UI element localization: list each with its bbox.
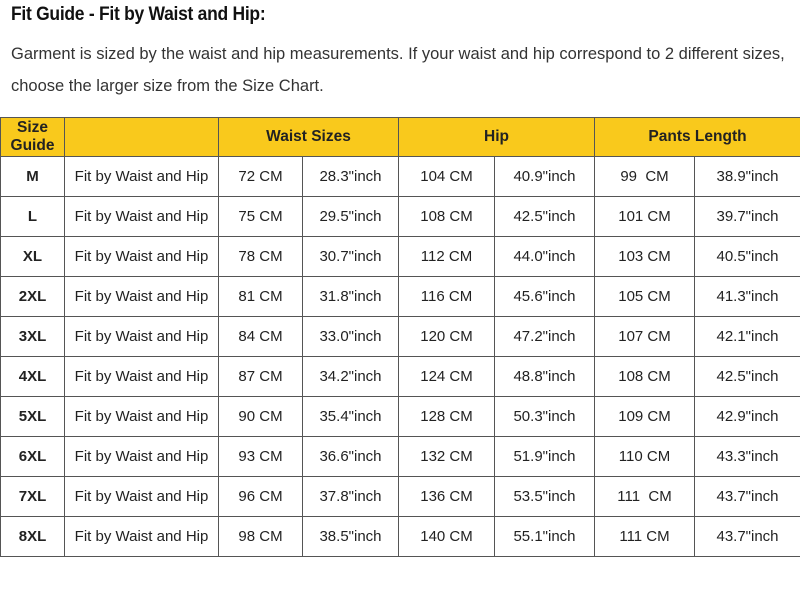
waist-cm-cell: 84 CM bbox=[219, 317, 303, 357]
table-row bbox=[1, 197, 800, 237]
size-cell: 6XL bbox=[1, 437, 65, 477]
hip-inch-cell: 44.0"inch bbox=[495, 237, 595, 277]
fit-cell: Fit by Waist and Hip bbox=[65, 237, 219, 277]
length-inch-cell: 38.9"inch bbox=[695, 157, 800, 197]
header-size-line2: Guide bbox=[10, 137, 55, 154]
length-cm-cell: 108 CM bbox=[595, 357, 695, 397]
waist-inch-cell: 28.3"inch bbox=[303, 157, 399, 197]
table-row bbox=[1, 317, 800, 357]
waist-inch-cell: 35.4"inch bbox=[303, 397, 399, 437]
waist-cm-cell: 72 CM bbox=[219, 157, 303, 197]
table-row bbox=[1, 157, 800, 197]
length-cm-cell: 105 CM bbox=[595, 277, 695, 317]
hip-inch-cell: 55.1"inch bbox=[495, 517, 595, 557]
table-row bbox=[1, 477, 800, 517]
hip-inch-cell: 48.8"inch bbox=[495, 357, 595, 397]
waist-cm-cell: 75 CM bbox=[219, 197, 303, 237]
hip-cm-cell: 128 CM bbox=[399, 397, 495, 437]
size-cell: M bbox=[1, 157, 65, 197]
hip-cm-cell: 140 CM bbox=[399, 517, 495, 557]
hip-inch-cell: 40.9"inch bbox=[495, 157, 595, 197]
hip-inch-cell: 45.6"inch bbox=[495, 277, 595, 317]
table-row bbox=[1, 397, 800, 437]
hip-cm-cell: 124 CM bbox=[399, 357, 495, 397]
fit-cell: Fit by Waist and Hip bbox=[65, 197, 219, 237]
size-cell: XL bbox=[1, 237, 65, 277]
length-inch-cell: 42.1"inch bbox=[695, 317, 800, 357]
length-cm-cell: 101 CM bbox=[595, 197, 695, 237]
size-cell: 4XL bbox=[1, 357, 65, 397]
length-cm-cell: 109 CM bbox=[595, 397, 695, 437]
waist-inch-cell: 29.5"inch bbox=[303, 197, 399, 237]
hip-inch-cell: 42.5"inch bbox=[495, 197, 595, 237]
waist-cm-cell: 93 CM bbox=[219, 437, 303, 477]
table-row bbox=[1, 277, 800, 317]
waist-cm-cell: 87 CM bbox=[219, 357, 303, 397]
hip-inch-cell: 50.3"inch bbox=[495, 397, 595, 437]
header-size-guide bbox=[1, 118, 65, 157]
hip-cm-cell: 108 CM bbox=[399, 197, 495, 237]
waist-cm-cell: 90 CM bbox=[219, 397, 303, 437]
length-cm-cell: 99 CM bbox=[595, 157, 695, 197]
waist-cm-cell: 78 CM bbox=[219, 237, 303, 277]
table-header-row bbox=[1, 118, 800, 157]
length-inch-cell: 42.5"inch bbox=[695, 357, 800, 397]
size-cell: 3XL bbox=[1, 317, 65, 357]
length-inch-cell: 43.3"inch bbox=[695, 437, 800, 477]
waist-inch-cell: 34.2"inch bbox=[303, 357, 399, 397]
fit-cell: Fit by Waist and Hip bbox=[65, 357, 219, 397]
fit-cell: Fit by Waist and Hip bbox=[65, 397, 219, 437]
size-cell: 5XL bbox=[1, 397, 65, 437]
header-waist-sizes: Waist Sizes bbox=[219, 118, 399, 157]
fit-cell: Fit by Waist and Hip bbox=[65, 317, 219, 357]
hip-cm-cell: 104 CM bbox=[399, 157, 495, 197]
length-inch-cell: 42.9"inch bbox=[695, 397, 800, 437]
header-hip: Hip bbox=[399, 118, 595, 157]
table-row bbox=[1, 517, 800, 557]
waist-inch-cell: 36.6"inch bbox=[303, 437, 399, 477]
page-title: Fit Guide - Fit by Waist and Hip: bbox=[11, 4, 266, 25]
header-pants-length: Pants Length bbox=[595, 118, 800, 157]
length-cm-cell: 103 CM bbox=[595, 237, 695, 277]
size-cell: L bbox=[1, 197, 65, 237]
fit-cell: Fit by Waist and Hip bbox=[65, 517, 219, 557]
length-inch-cell: 43.7"inch bbox=[695, 517, 800, 557]
fit-cell: Fit by Waist and Hip bbox=[65, 477, 219, 517]
table-row bbox=[1, 237, 800, 277]
header-blank bbox=[65, 118, 219, 157]
hip-cm-cell: 136 CM bbox=[399, 477, 495, 517]
fit-cell: Fit by Waist and Hip bbox=[65, 437, 219, 477]
header-size-line1: Size bbox=[16, 119, 48, 136]
size-cell: 7XL bbox=[1, 477, 65, 517]
fit-cell: Fit by Waist and Hip bbox=[65, 277, 219, 317]
hip-cm-cell: 132 CM bbox=[399, 437, 495, 477]
length-cm-cell: 107 CM bbox=[595, 317, 695, 357]
waist-inch-cell: 33.0"inch bbox=[303, 317, 399, 357]
fit-cell: Fit by Waist and Hip bbox=[65, 157, 219, 197]
hip-inch-cell: 47.2"inch bbox=[495, 317, 595, 357]
table-row bbox=[1, 437, 800, 477]
hip-inch-cell: 51.9"inch bbox=[495, 437, 595, 477]
length-cm-cell: 111 CM bbox=[595, 477, 695, 517]
waist-cm-cell: 81 CM bbox=[219, 277, 303, 317]
hip-cm-cell: 116 CM bbox=[399, 277, 495, 317]
table-row bbox=[1, 357, 800, 397]
waist-inch-cell: 38.5"inch bbox=[303, 517, 399, 557]
length-cm-cell: 110 CM bbox=[595, 437, 695, 477]
hip-cm-cell: 120 CM bbox=[399, 317, 495, 357]
waist-inch-cell: 30.7"inch bbox=[303, 237, 399, 277]
length-inch-cell: 39.7"inch bbox=[695, 197, 800, 237]
waist-inch-cell: 31.8"inch bbox=[303, 277, 399, 317]
hip-inch-cell: 53.5"inch bbox=[495, 477, 595, 517]
length-inch-cell: 43.7"inch bbox=[695, 477, 800, 517]
length-cm-cell: 111 CM bbox=[595, 517, 695, 557]
size-cell: 8XL bbox=[1, 517, 65, 557]
waist-inch-cell: 37.8"inch bbox=[303, 477, 399, 517]
waist-cm-cell: 98 CM bbox=[219, 517, 303, 557]
waist-cm-cell: 96 CM bbox=[219, 477, 303, 517]
size-chart-table bbox=[0, 117, 800, 557]
length-inch-cell: 41.3"inch bbox=[695, 277, 800, 317]
hip-cm-cell: 112 CM bbox=[399, 237, 495, 277]
fit-description: Garment is sized by the waist and hip measurements. If your waist and hip correspond to 2 different sizes, choose the larger size from the Size Chart. bbox=[11, 45, 785, 95]
size-cell: 2XL bbox=[1, 277, 65, 317]
length-inch-cell: 40.5"inch bbox=[695, 237, 800, 277]
